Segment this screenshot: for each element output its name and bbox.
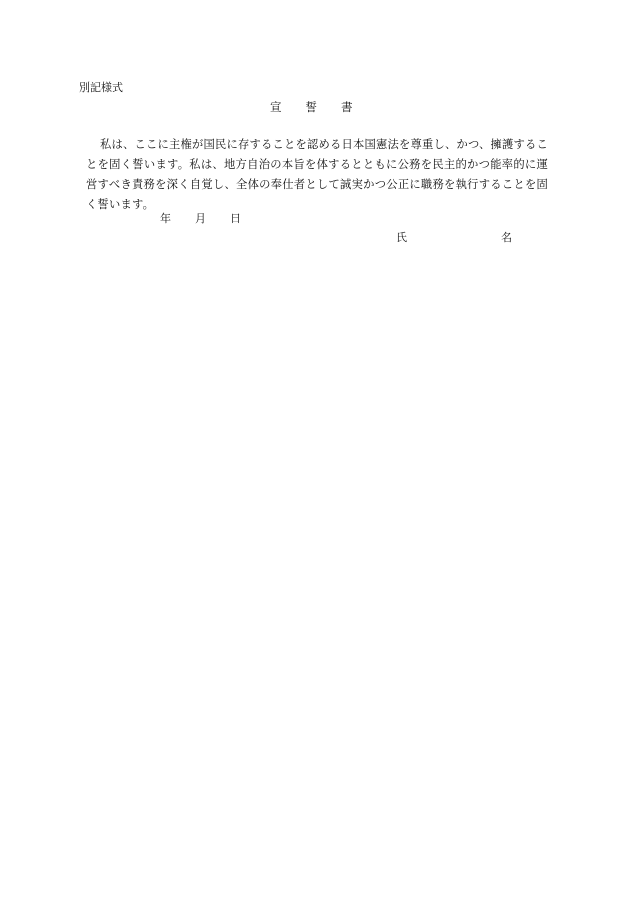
form-label: 別記様式 (79, 81, 123, 94)
title-char-3: 書 (341, 100, 353, 114)
year-label: 年 (160, 212, 171, 225)
signature-line (396, 230, 512, 246)
document-title (270, 99, 353, 115)
date-line (160, 211, 241, 227)
name-label-second: 名 (501, 231, 512, 244)
title-char-1: 宣 (270, 100, 282, 114)
day-label: 日 (230, 212, 241, 225)
name-label-first: 氏 (396, 231, 407, 244)
oath-paragraph: 私は、ここに主権が国民に存することを認める日本国憲法を尊重し、かつ、擁護することを固く誓います。私は、地方自治の本旨を体するとともに公務を民主的かつ能率的に運営すべき責務を深く自覚し、全体の奉仕者として誠実かつ公正に職務を執行することを固く誓います。 (86, 138, 548, 211)
title-char-2: 誓 (305, 100, 317, 114)
month-label: 月 (195, 212, 206, 225)
